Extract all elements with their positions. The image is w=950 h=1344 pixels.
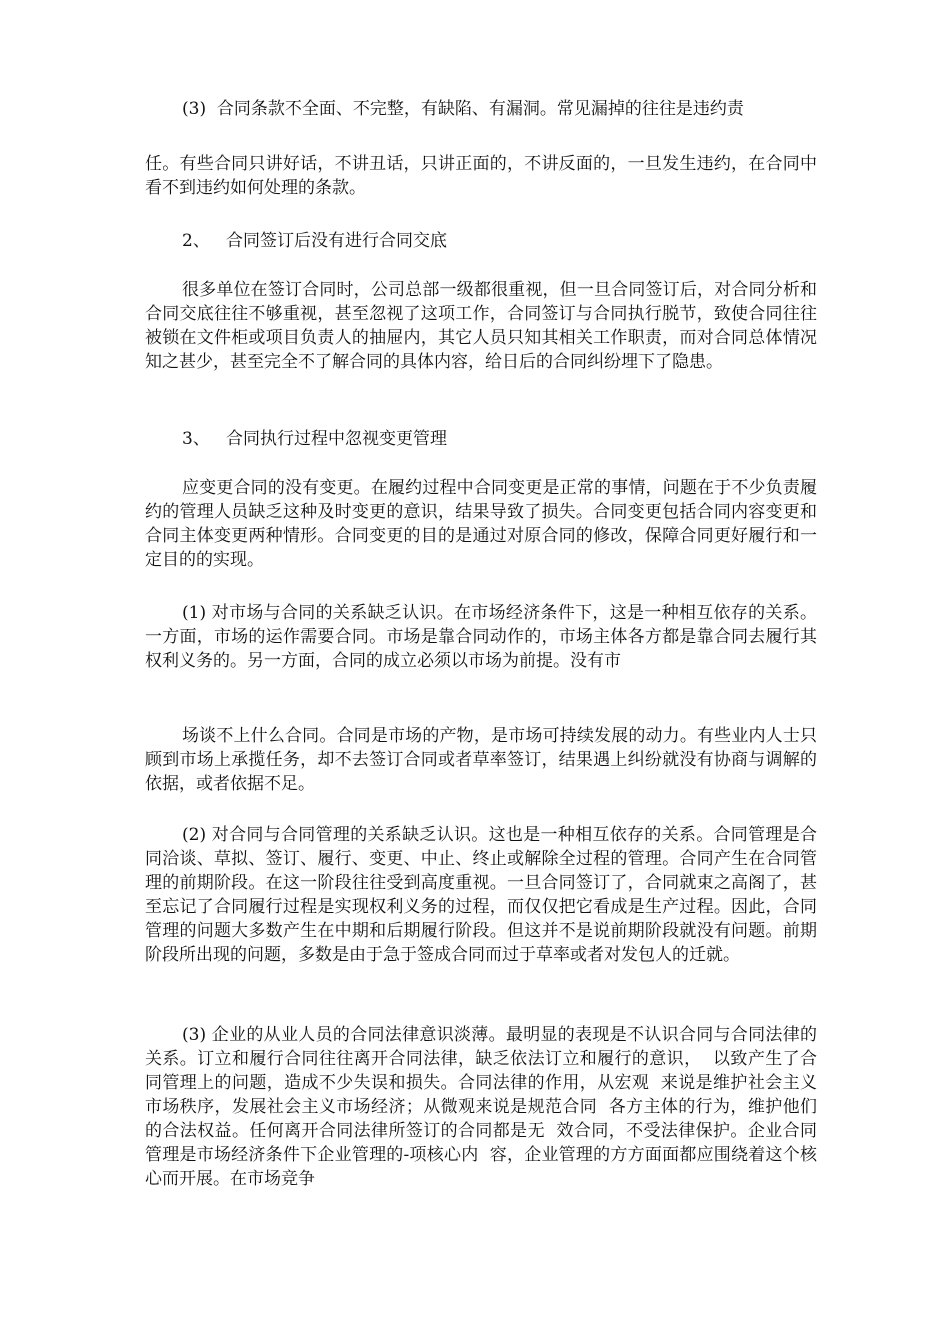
paragraph-contract-management-relation: (2) 对合同与合同管理的关系缺乏认识。这也是一种相互依存的关系。合同管理是合同洽谈、草拟、签订、履行、变更、中止、终止或解除全过程的管理。合同产生在合同管理的前期阶段。在这一阶段往往受到高度重视。一旦合同签订了，合同就束之高阁了，甚至忘记了合同履行过程是实现权利义务的过程，而仅仅把它看成是生产过程。因此，合同管理的问题大多数产生在中期和后期履行阶段。但这并不是说前期阶段就没有问题。前期阶段所出现的问题，多数是由于急于签成合同而过于草率或者对发包人的迁就。 xyxy=(145,825,817,965)
paragraph-contract-briefing: 很多单位在签订合同时，公司总部一级都很重视，但一旦合同签订后，对合同分析和合同交底往往不够重视，甚至忽视了这项工作，合同签订与合同执行脱节，致使合同往往被锁在文件柜或项目负责人的抽屉内，其它人员只知其相关工作职责，而对合同总体情况知之甚少，甚至完全不了解合同的具体内容，给日后的合同纠纷埋下了隐患。 xyxy=(145,280,817,372)
paragraph-contract-clauses-incomplete: (3) 合同条款不全面、不完整，有缺陷、有漏洞。常见漏掉的往往是违约责 xyxy=(182,99,744,119)
paragraph-contract-change: 应变更合同的没有变更。在履约过程中合同变更是正常的事情，问题在于不少负责履约的管理人员缺乏这种及时变更的意识，结果导致了损失。合同变更包括合同内容变更和合同主体变更两种情形。合同变更的目的是通过对原合同的修改，保障合同更好履行和一定目的的实现。 xyxy=(145,478,817,570)
heading-change-management: 3、 合同执行过程中忽视变更管理 xyxy=(182,429,448,449)
paragraph-breach-liability: 任。有些合同只讲好话，不讲丑话，只讲正面的，不讲反面的，一旦发生违约，在合同中看不到违约如何处理的条款。 xyxy=(145,154,817,198)
heading-no-contract-briefing: 2、 合同签订后没有进行合同交底 xyxy=(182,231,448,251)
paragraph-legal-awareness: (3) 企业的从业人员的合同法律意识淡薄。最明显的表现是不认识合同与合同法律的关系。订立和履行合同往往离开合同法律，缺乏依法订立和履行的意识， 以致产生了合同管理上的问题，造成不少失误和损失。合同法律的作用，从宏观 来说是维护社会主义市场秩序，发展社会主义市场经济；从微观来说是规范合同 各方主体的行为，维护他们的合法权益。任何离开合同法律所签订的合同都是无 效合同，不受法律保护。企业合同管理是市场经济条件下企业管理的-项核心内 容，企业管理的方方面面都应围绕着这个核心而开展。在市场竞争 xyxy=(145,1025,817,1189)
paragraph-market-product: 场谈不上什么合同。合同是市场的产物，是市场可持续发展的动力。有些业内人士只顾到市场上承揽任务，却不去签订合同或者草率签订，结果遇上纠纷就没有协商与调解的依据，或者依据不足。 xyxy=(145,726,817,794)
paragraph-market-and-contract: (1) 对市场与合同的关系缺乏认识。在市场经济条件下，这是一种相互依存的关系。一方面，市场的运作需要合同。市场是靠合同动作的，市场主体各方都是靠合同去履行其权利义务的。另一方面，合同的成立必须以市场为前提。没有市 xyxy=(145,603,817,671)
